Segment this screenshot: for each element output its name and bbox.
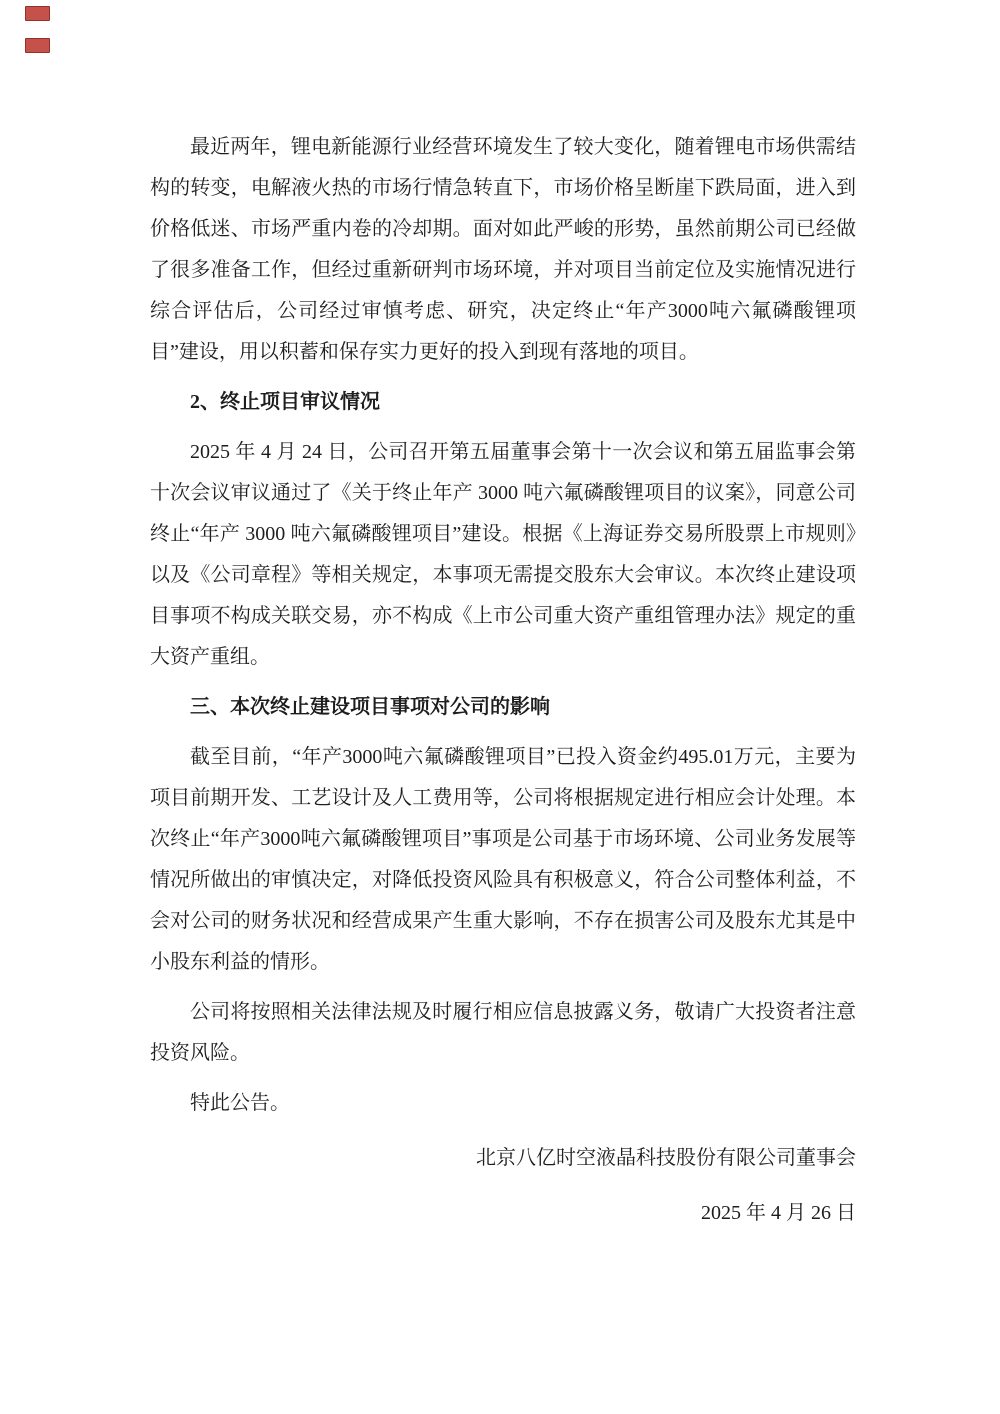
paragraph-market-background: 最近两年，锂电新能源行业经营环境发生了较大变化，随着锂电市场供需结构的转变，电解液火热的市场行情急转直下，市场价格呈断崖下跌局面，进入到价格低迷、市场严重内卷的冷却期。面对如此严峻的形势，虽然前期公司已经做了很多准备工作，但经过重新研判市场环境，并对项目当前定位及实施情况进行综合评估后，公司经过审慎考虑、研究，决定终止“年产3000吨六氟磷酸锂项目”建设，用以积蓄和保存实力更好的投入到现有落地的项目。 bbox=[150, 136, 856, 363]
paragraph-disclosure-obligation: 公司将按照相关法律法规及时履行相应信息披露义务，敬请广大投资者注意投资风险。 bbox=[150, 1001, 856, 1064]
closing-line: 特此公告。 bbox=[190, 1092, 290, 1114]
signature-line: 北京八亿时空液晶科技股份有限公司董事会 bbox=[476, 1147, 856, 1169]
section-heading-impact-on-company: 三、本次终止建设项目事项对公司的影响 bbox=[190, 696, 550, 718]
date-line: 2025 年 4 月 26 日 bbox=[701, 1202, 856, 1224]
red-stamp-mark-top bbox=[25, 6, 50, 21]
section-heading-review-status: 2、终止项目审议情况 bbox=[190, 391, 380, 413]
red-stamp-mark-bottom bbox=[25, 38, 50, 53]
paragraph-board-review: 2025 年 4 月 24 日，公司召开第五届董事会第十一次会议和第五届监事会第十次会议审议通过了《关于终止年产 3000 吨六氟磷酸锂项目的议案》，同意公司终止“年产 3000 吨六氟磷酸锂项目”建设。根据《上海证券交易所股票上市规则》以及《公司章程》等相关规定，本事项无需提交股东大会审议。本次终止建设项目事项不构成关联交易，亦不构成《上市公司重大资产重组管理办法》规定的重大资产重组。 bbox=[150, 441, 856, 668]
document-body bbox=[150, 118, 856, 1243]
paragraph-impact-details: 截至目前，“年产3000吨六氟磷酸锂项目”已投入资金约495.01万元，主要为项目前期开发、工艺设计及人工费用等，公司将根据规定进行相应会计处理。本次终止“年产3000吨六氟磷酸锂项目”事项是公司基于市场环境、公司业务发展等情况所做出的审慎决定，对降低投资风险具有积极意义，符合公司整体利益，不会对公司的财务状况和经营成果产生重大影响，不存在损害公司及股东尤其是中小股东利益的情形。 bbox=[150, 746, 856, 973]
